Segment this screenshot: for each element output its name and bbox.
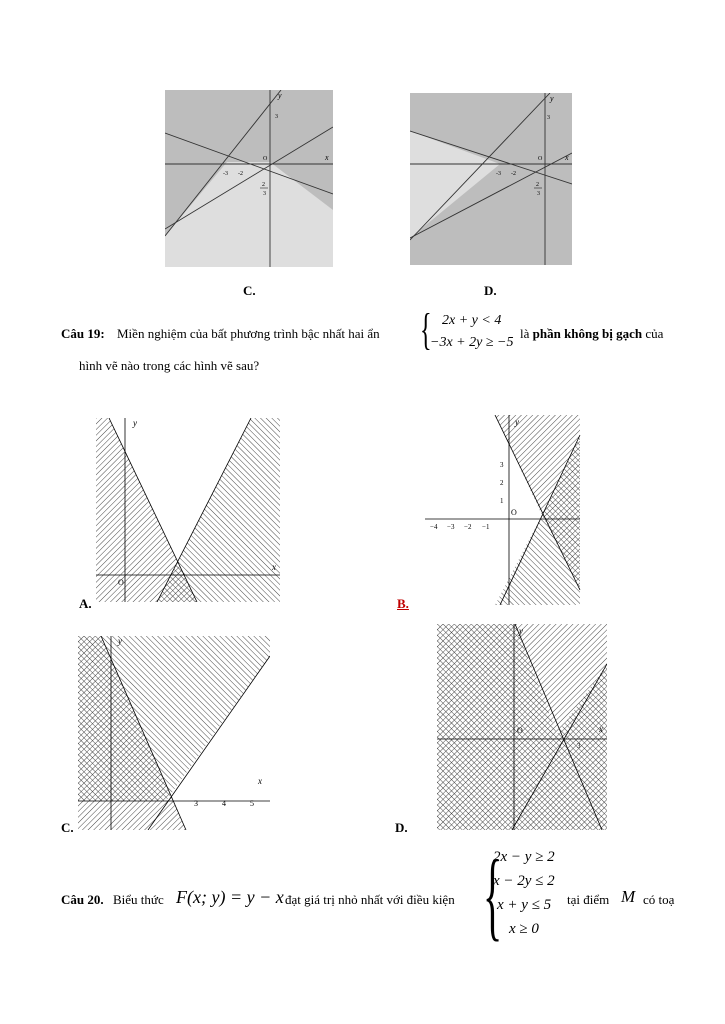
- svg-text:3: 3: [500, 461, 504, 469]
- figure-c-top: [165, 90, 333, 267]
- fig-d-origin: O: [538, 156, 543, 162]
- q20-number: Câu 20.: [61, 892, 104, 907]
- q19-text-after: [520, 326, 663, 342]
- fig-d-y-label: y: [550, 94, 554, 103]
- q20-text-end: có toạ: [643, 892, 675, 907]
- gc-y: y: [118, 636, 122, 646]
- q20-brace: {: [483, 839, 503, 950]
- svg-text:−1: −1: [482, 523, 490, 531]
- fig-d-tick-m2: -2: [511, 171, 516, 177]
- svg-text:5: 5: [250, 799, 254, 808]
- svg-text:3: 3: [194, 799, 198, 808]
- q19-graph-a: [96, 418, 280, 602]
- fig-c-tick-m3: -3: [223, 171, 228, 177]
- fig-d-tick-m3: -3: [496, 171, 501, 177]
- ga-o: O: [118, 578, 124, 587]
- q19-graph-b: [425, 415, 585, 605]
- gb-y: y: [515, 417, 519, 427]
- q20-point: M: [621, 887, 636, 906]
- q20-ineq-3: x + y ≤ 5: [497, 897, 552, 913]
- fig-c-origin: O: [263, 156, 268, 162]
- q19-after-prefix: là: [520, 326, 533, 341]
- fig-c-y-label: y: [278, 91, 282, 100]
- gd-o: O: [517, 726, 523, 735]
- q19-graph-d: [437, 624, 607, 830]
- gc-x: x: [258, 776, 262, 786]
- fig-c-frac-den: 3: [263, 191, 266, 197]
- fig-d-tick-3: 3: [547, 115, 550, 121]
- q19-option-d-label: D.: [395, 820, 408, 835]
- ga-x: x: [272, 562, 276, 572]
- q19-system: [420, 305, 520, 358]
- q20-system: [483, 839, 573, 950]
- fig-d-frac-num: 2: [536, 182, 539, 188]
- gd-y: y: [519, 626, 523, 636]
- fig-c-tick-m2: -2: [238, 171, 243, 177]
- q19-option-a-label: A.: [79, 596, 92, 611]
- gb-o: O: [511, 508, 517, 517]
- q19-brace: {: [420, 305, 432, 354]
- q19-ineq-1: 2x + y < 4: [442, 313, 502, 328]
- fig-d-top-label: D.: [484, 283, 497, 298]
- fig-c-frac-num: 2: [262, 182, 265, 188]
- q19-text: Miền nghiệm của bất phương trình bậc nhất hai ẩn: [117, 326, 380, 341]
- fig-c-top-label: C.: [243, 283, 256, 298]
- q19-line2: hình vẽ nào trong các hình vẽ sau?: [79, 358, 260, 373]
- figure-d-top: [410, 93, 572, 265]
- q19-graph-c: [78, 636, 270, 830]
- fig-c-tick-3: 3: [275, 114, 278, 120]
- fig-c-x-label: x: [325, 153, 329, 162]
- fig-d-frac-den: 3: [537, 191, 540, 197]
- q20-text-before: Biểu thức: [113, 892, 164, 907]
- q19-option-c-label: C.: [61, 820, 74, 835]
- q19-ineq-2: −3x + 2y ≥ −5: [430, 335, 514, 350]
- fig-d-x-label: x: [565, 153, 569, 162]
- q20-ineq-4: x ≥ 0: [509, 921, 539, 937]
- svg-text:1: 1: [500, 497, 504, 505]
- q19-after-bold: phần không bị gạch: [532, 326, 643, 341]
- q20-text-after: tại điểm: [567, 892, 610, 907]
- svg-text:3: 3: [577, 742, 581, 750]
- gd-x: x: [599, 724, 603, 734]
- q20-expr: F(x; y) = y − x: [176, 887, 284, 907]
- q20-text-mid: đạt giá trị nhỏ nhất với điều kiện: [285, 892, 455, 907]
- svg-text:2: 2: [500, 479, 504, 487]
- q20-ineq-1: 2x − y ≥ 2: [493, 849, 555, 865]
- q20-ineq-2: x − 2y ≤ 2: [493, 873, 555, 889]
- q19-number: Câu 19:: [61, 326, 105, 341]
- q19-option-b-label: B.: [397, 596, 409, 611]
- svg-text:4: 4: [222, 799, 226, 808]
- svg-text:−2: −2: [464, 523, 472, 531]
- ga-y: y: [133, 418, 137, 428]
- svg-text:−3: −3: [447, 523, 455, 531]
- svg-text:−4: −4: [430, 523, 438, 531]
- q19-after-suffix: của: [642, 326, 664, 341]
